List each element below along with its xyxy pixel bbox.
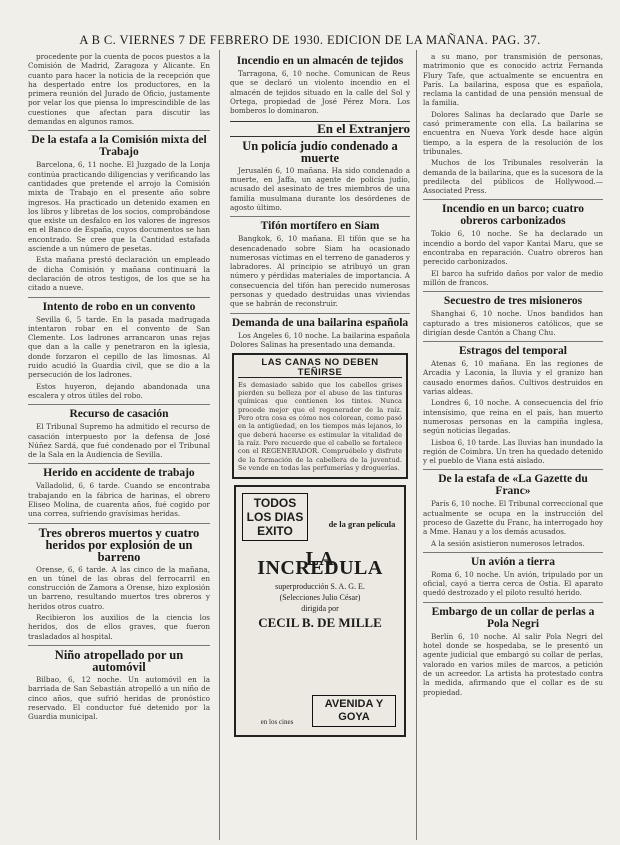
headline: Estragos del temporal [459,345,567,358]
article-text: Tokio 6, 10 noche. Se ha declarado un incendio a bordo del vapor Kantai Maru, que se encontraba en reparación. Cuatro obreros han perecido carbonizados. [423,229,603,267]
article-text: Londres 6, 10 noche. A consecuencia del frío intensísimo, que reina en el país, han muerto numerosas personas en la campiña inglesa, según noticias llegadas. [423,398,603,436]
article-text: El barco ha sufrido daños por valor de medio millón de francos. [423,268,603,287]
article-text: Valladolid, 6, 6 tarde. Cuando se encontraba trabajando en la fábrica de harinas, el obrero Eliseo Molina, de cuarenta años, fué cogido por una correa, sufriendo gravísimas heridas. [28,481,210,519]
column-rule [219,50,220,840]
headline: Un policía judío condenado a muerte [242,138,398,165]
page-header [0,0,620,48]
headline: Intento de robo en un convento [42,300,196,313]
film-director: CECIL B. DE MILLE [258,614,382,630]
separator [230,216,410,217]
separator [28,297,210,298]
column-3 [423,52,603,842]
article-text: Sevilla 6, 5 tarde. En la pasada madrugada intentaron robar en el convento de San Clemente. Los ladrones arrancaron unas rejas que dan a la calle y penetraron en la iglesia, donde forzaron el cepillo de las limosnas. Al ruido acudió la Guardia civil, que se dio a la persecución de los ladrones. [28,314,210,380]
headline: Incendio en un barco; cuatro obreros carbonizados [441,203,585,228]
headline: Herido en accidente de trabajo [43,467,195,480]
headline: Recurso de casación [69,408,169,421]
separator [28,404,210,405]
article-text: Lisboa 6, 10 tarde. Las lluvias han inundado la región de Coimbra. Un tren ha quedado detenido y el pueblo de Viana está aislado. [423,437,603,466]
article-text: Orense, 6, 6 tarde. A las cinco de la mañana, en un túnel de las obras del ferrocarril en construcción de Zamora a Orense, hizo explosión un barreno, resultando muertos tres obreros y heridos otros cuatro. [28,564,210,611]
article-text: Estos huyeron, dejando abandonada una escalera y otros útiles del robo. [28,381,210,400]
headline: Incendio en un almacén de tejidos [236,55,404,67]
headline: Tres obreros muertos y cuatro heridos por explosión de un barreno [38,525,200,564]
separator [423,469,603,470]
article-text: procedente por la cuenta de pocos puestos a la Comisión de Madrid, Zaragoza y Alicante. En cuanto para hacer la noticia de la recepción que ha despertado entre los productores, en la primera reunión del Jurado de Oficio, justamente por velar los que piensa lo imprescindible de las cuestiones que afectan para discutir las demandas en algunos ramos. [28,52,210,127]
film-title: LA INCREDULA [257,548,383,580]
article-text: a su mano, por transmisión de personas, matrimonio que es conocido actriz Fernanda Flury Tafe, que actualmente se encuentra en París. La bailarina, esposa que es española, reclama la cantidad de una pensión mensual de la familia. [423,52,603,108]
header-text: A B C. VIERNES 7 DE FEBRERO DE 1930. EDICION DE LA MAÑANA. PAG. 37. [79,33,541,47]
article-text: París 6, 10 noche. El Tribunal correccional que actualmente se ocupa en la instrucción del proceso de Gazette du Franc, ha interrogado hoy a Mme. Hanau y a los demás acusados. [423,499,603,537]
ad-title: LAS CANAS NO DEBEN TEÑIRSE [238,358,402,378]
article-text: Tarragona, 6, 10 noche. Comunican de Reus que se declaró un violento incendio en el almacén de tejidos situado en la calle del Sol y Ortega, propiedad de José Pérez Mora. Los bomberos lo dominaron. [230,69,410,116]
article-text: A la sesión asistieron numerosos letrados. [431,538,585,548]
article-text: Roma 6, 10 noche. Un avión, tripulado por un oficial, cayó a tierra cerca de Ostia. El aparato quedó destrozado y el piloto resultó herido. [423,569,603,598]
advertisement-hair [232,353,408,479]
article-text: Muchos de los Tribunales resolverán la demanda de la bailarina, que es la sucesora de la predilecta del públicos de Hollywood.—Associated Press. [423,158,603,196]
article-text: Bilbao, 6, 12 noche. Un automóvil en la barriada de San Sebastián atropelló a un niño de cinco años, que sufrió heridas de pronóstico reservado. El conductor fué detenido por la Guardia municipal. [28,674,210,722]
headline: Secuestro de tres misioneros [443,295,583,308]
article-text: El Tribunal Supremo ha admitido el recurso de casación interpuesto por la defensa de José Núñez Sardá, que fué condenado por el Tribunal de la Sala en la Audiencia de Sevilla. [28,422,210,460]
article-text: Los Angeles 6, 10 noche. La bailarina española Dolores Salinas ha presentado una demanda. [230,330,410,349]
headline: De la estafa a la Comisión mixta del Trabajo [31,134,207,159]
headline: De la estafa de «La Gazette du Franc» [438,473,588,498]
article-text: Jerusalén 6, 10 mañana. Ha sido condenado a muerte, en Jaffa, un agente de policía judío, acusado del asesinato de tres miembros de una familia musulmana durante los desórdenes de agosto último. [230,165,410,212]
advertisement-film [234,485,406,737]
ad-box-cinemas: AVENIDA Y GOYA [312,695,396,727]
separator [28,645,210,646]
separator [423,552,603,553]
ad-text: Es demasiado sabido que los cabellos grises pierden su belleza por el abuso de las tinturas químicas que contienen los tintes. Nunca procede mejor que el regenerador de la raíz. Pero otra cosa es cómo nos colorean, como pasó en la antigüedad, en los tiempos más lejanos, lo que deberá hacerse es estimular la vitalidad de la raíz. Pero recuerde que el cabello se fortalece con el REGENERADOR. Compruébelo y disfrute de la formación de la cabellera de la juventud. Se vende en todas las perfumerías y droguerías. [238,380,402,472]
ad-line: dirigida por [301,604,339,614]
ad-box-exito: TODOS LOS DIAS EXITO [242,493,308,541]
article-text: Atenas 6, 10 mañana. En las regiones de Arcadia y Laconia, la lluvia y el granizo han causado enormes daños. Cultivos destruidos en varias aldeas. [423,359,603,397]
article-text: Bangkok, 6, 10 mañana. El tifón que se ha desencadenado sobre Siam ha ocasionado numerosas víctimas en el terreno de ganaderos y labradores. Al principio se atribuyó un gran número y pérdidas materiales de importancia. A consecuencia del tifón han perecido numerosas personas y quedado destruidas unas viviendas que se habrán de reconstruir. [230,234,410,309]
column-2 [230,52,410,842]
headline: Tifón mortífero en Siam [260,220,380,233]
headline: Embargo de un collar de perlas a Pola Negri [431,605,595,630]
article-text: Esta mañana prestó declaración un empleado de dicha Comisión y mañana continuará la declaración de otros testigos, de los que se ha citado a nueve. [28,255,210,293]
separator [28,130,210,131]
headline: Un avión a tierra [470,555,555,568]
column-rule [416,50,417,840]
separator [28,463,210,464]
headline: Niño atropellado por un automóvil [54,647,184,674]
separator [423,341,603,342]
article-text: Barcelona, 6, 11 noche. El Juzgado de la Lonja continúa practicando diligencias y verificando las cantidades que pretende el arrojo la Comisión mixta de Trabajo en el presente año sobre ingresos. Ha practicado un detenido examen en los libros y libretas de los socios, comprobándose que existe un desfalco en los valores de ingresos en el Banco de España, cuyos documentos se han encontrado. Se cree que la Cantidad estafada asciende a un número de pesetas. [28,160,210,254]
section-title: En el Extranjero [230,121,410,136]
headline: Demanda de una bailarina española [231,316,409,329]
separator [230,313,410,314]
ad-side-text: de la gran película [328,519,396,530]
article-text: Shanghai 6, 10 noche. Unos bandidos han capturado a tres misioneros católicos, que se dirigían desde Cantón a Chang Chu. [423,309,603,337]
article-text: Berlín 6, 10 noche. Al salir Pola Negri del hotel donde se hospedaba, se le presentó un agente judicial que embargó su collar de perlas, valorado en varios miles de marcos, a petición de un acreedor. La artista ha protestado contra la medida, afirmando que el collar es de su propiedad. [423,631,603,697]
separator [423,199,603,200]
separator [28,523,210,524]
separator [423,291,603,292]
column-1 [28,52,210,842]
article-text: Recibieron los auxilios de la ciencia los heridos, dos de ellos graves, que fueron trasladados al hospital. [28,613,210,641]
article-text: Dolores Salinas ha declarado que Darle se casó primeramente con ella. La bailarina se encuentra en Nueva York desde hace algún tiempo, a la espera de la resolución de los tribunales. [423,109,603,156]
ad-line: superproducción S. A. G. E. [275,581,365,591]
separator [423,602,603,603]
ad-cine-text: en los cines [260,717,294,726]
ad-line: (Selecciones Julio César) [279,592,361,602]
